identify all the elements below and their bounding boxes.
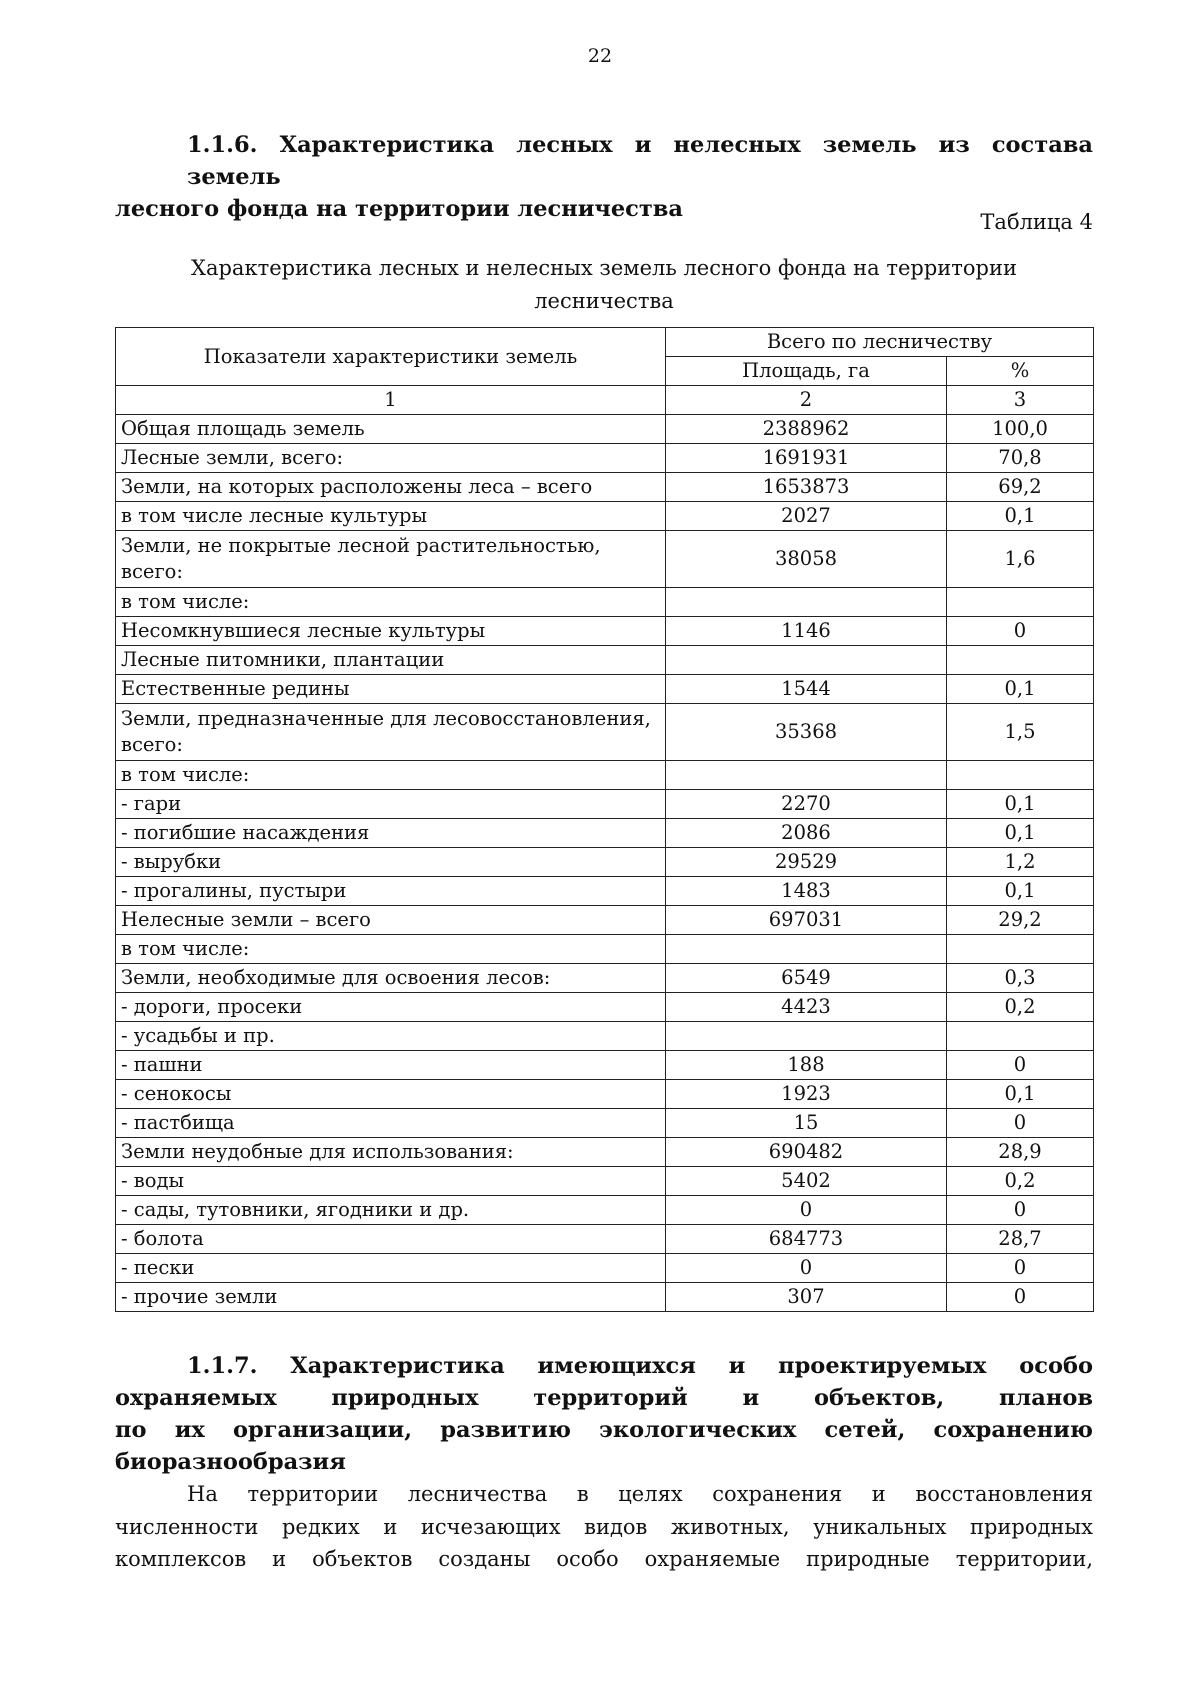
row-name: - болота (116, 1225, 666, 1254)
row-pct (947, 588, 1094, 617)
row-name: Земли, необходимые для освоения лесов: (116, 964, 666, 993)
paragraph-line: комплексов и объектов созданы особо охраняемые природные территории, (115, 1547, 1093, 1571)
row-name: в том числе лесные культуры (116, 502, 666, 531)
row-pct: 0,1 (947, 675, 1094, 704)
row-name: в том числе: (116, 935, 666, 964)
row-name: в том числе: (116, 761, 666, 790)
row-name: - сенокосы (116, 1080, 666, 1109)
row-name: в том числе: (116, 588, 666, 617)
row-pct: 0,2 (947, 1167, 1094, 1196)
row-pct: 0 (947, 1254, 1094, 1283)
row-pct (947, 935, 1094, 964)
row-area: 2388962 (666, 415, 947, 444)
table-row (116, 1138, 1094, 1167)
header-area: Площадь, га (666, 357, 947, 386)
heading-line: лесного фонда на территории лесничества (115, 196, 684, 222)
table-row (116, 790, 1094, 819)
body-paragraph (115, 1478, 1093, 1576)
row-area: 1483 (666, 877, 947, 906)
table-row (116, 1196, 1094, 1225)
row-name: - прогалины, пустыри (116, 877, 666, 906)
row-area: 35368 (666, 704, 947, 761)
section-heading-1-1-7 (115, 1350, 1093, 1478)
table-row (116, 1051, 1094, 1080)
row-pct (947, 761, 1094, 790)
table-row (116, 877, 1094, 906)
row-area (666, 935, 947, 964)
row-pct: 70,8 (947, 444, 1094, 473)
row-pct: 28,9 (947, 1138, 1094, 1167)
table-row (116, 444, 1094, 473)
row-area (666, 588, 947, 617)
row-area: 0 (666, 1254, 947, 1283)
row-area: 29529 (666, 848, 947, 877)
row-pct: 29,2 (947, 906, 1094, 935)
heading-line: биоразнообразия (115, 1449, 346, 1475)
row-pct: 0,1 (947, 1080, 1094, 1109)
header-indicator: Показатели характеристики земель (116, 328, 666, 386)
row-name: Земли, на которых расположены леса – всего (116, 473, 666, 502)
row-area: 15 (666, 1109, 947, 1138)
table-row (116, 531, 1094, 588)
row-area: 5402 (666, 1167, 947, 1196)
row-name: Лесные земли, всего: (116, 444, 666, 473)
row-name: Лесные питомники, плантации (116, 646, 666, 675)
row-area (666, 646, 947, 675)
row-name: - вырубки (116, 848, 666, 877)
row-area: 38058 (666, 531, 947, 588)
row-pct: 0,3 (947, 964, 1094, 993)
row-name: Земли неудобные для использования: (116, 1138, 666, 1167)
table-row (116, 704, 1094, 761)
table-row (116, 935, 1094, 964)
table-row (116, 646, 1094, 675)
table-row (116, 819, 1094, 848)
row-area (666, 1022, 947, 1051)
table-row (116, 415, 1094, 444)
row-pct: 0 (947, 1283, 1094, 1312)
table-row (116, 848, 1094, 877)
col-num: 1 (116, 386, 666, 415)
row-pct: 0,1 (947, 877, 1094, 906)
page-number: 22 (587, 45, 613, 67)
row-name: Естественные редины (116, 675, 666, 704)
row-name: - воды (116, 1167, 666, 1196)
row-name: - пески (116, 1254, 666, 1283)
row-name: - погибшие насаждения (116, 819, 666, 848)
row-area: 1653873 (666, 473, 947, 502)
table-row (116, 1080, 1094, 1109)
row-name: Несомкнувшиеся лесные культуры (116, 617, 666, 646)
row-name: - сады, тутовники, ягодники и др. (116, 1196, 666, 1225)
row-pct: 0 (947, 617, 1094, 646)
table-row (116, 617, 1094, 646)
row-area: 697031 (666, 906, 947, 935)
row-name: - прочие земли (116, 1283, 666, 1312)
row-area: 1923 (666, 1080, 947, 1109)
row-area: 2027 (666, 502, 947, 531)
row-pct (947, 646, 1094, 675)
row-pct (947, 1022, 1094, 1051)
table-row (116, 964, 1094, 993)
row-area: 307 (666, 1283, 947, 1312)
heading-line: по их организации, развитию экологических сетей, сохранению (115, 1417, 1093, 1443)
caption-line: лесничества (534, 289, 674, 313)
heading-line: охраняемых природных территорий и объектов, планов (115, 1385, 1093, 1411)
row-name: - гари (116, 790, 666, 819)
col-num: 2 (666, 386, 947, 415)
table-row (116, 675, 1094, 704)
row-area: 690482 (666, 1138, 947, 1167)
row-name: - пашни (116, 1051, 666, 1080)
row-name: - дороги, просеки (116, 993, 666, 1022)
table-row (116, 1283, 1094, 1312)
table-row (116, 761, 1094, 790)
row-pct: 0,1 (947, 819, 1094, 848)
heading-line: 1.1.6. Характеристика лесных и нелесных земель из состава земель (187, 132, 1093, 190)
table-row (116, 1167, 1094, 1196)
row-name: Земли, предназначенные для лесовосстановления, всего: (116, 704, 666, 761)
row-name: Общая площадь земель (116, 415, 666, 444)
heading-line: 1.1.7. Характеристика имеющихся и проектируемых особо (187, 1353, 1093, 1379)
row-area: 1691931 (666, 444, 947, 473)
row-area: 2086 (666, 819, 947, 848)
row-name: - усадьбы и пр. (116, 1022, 666, 1051)
section-heading-1-1-6 (115, 129, 1093, 225)
row-pct: 1,6 (947, 531, 1094, 588)
row-area: 0 (666, 1196, 947, 1225)
table-row (116, 473, 1094, 502)
row-pct: 0 (947, 1051, 1094, 1080)
caption-line: Характеристика лесных и нелесных земель лесного фонда на территории (191, 256, 1017, 280)
table-label: Таблица 4 (980, 210, 1093, 234)
table-row (116, 588, 1094, 617)
row-pct: 0,1 (947, 790, 1094, 819)
row-area: 188 (666, 1051, 947, 1080)
table-row (116, 993, 1094, 1022)
table-row (116, 906, 1094, 935)
row-area: 684773 (666, 1225, 947, 1254)
row-pct: 28,7 (947, 1225, 1094, 1254)
row-area: 4423 (666, 993, 947, 1022)
row-pct: 0 (947, 1196, 1094, 1225)
row-name: - пастбища (116, 1109, 666, 1138)
row-pct: 100,0 (947, 415, 1094, 444)
row-pct: 1,2 (947, 848, 1094, 877)
table-row (116, 1225, 1094, 1254)
row-name: Земли, не покрытые лесной растительностью, всего: (116, 531, 666, 588)
row-area: 2270 (666, 790, 947, 819)
table-row (116, 502, 1094, 531)
header-total: Всего по лесничеству (666, 328, 1094, 357)
paragraph-line: На территории лесничества в целях сохранения и восстановления (187, 1482, 1093, 1506)
row-pct: 69,2 (947, 473, 1094, 502)
row-pct: 1,5 (947, 704, 1094, 761)
row-pct: 0,1 (947, 502, 1094, 531)
land-characteristics-table (115, 327, 1094, 1312)
table-row (116, 1254, 1094, 1283)
row-area: 1544 (666, 675, 947, 704)
table-row (116, 1022, 1094, 1051)
row-name: Нелесные земли – всего (116, 906, 666, 935)
table-row (116, 1109, 1094, 1138)
row-pct: 0,2 (947, 993, 1094, 1022)
paragraph-line: численности редких и исчезающих видов животных, уникальных природных (115, 1514, 1093, 1539)
row-area: 1146 (666, 617, 947, 646)
table-caption (115, 252, 1093, 318)
row-area (666, 761, 947, 790)
header-pct: % (947, 357, 1094, 386)
row-pct: 0 (947, 1109, 1094, 1138)
col-num: 3 (947, 386, 1094, 415)
row-area: 6549 (666, 964, 947, 993)
